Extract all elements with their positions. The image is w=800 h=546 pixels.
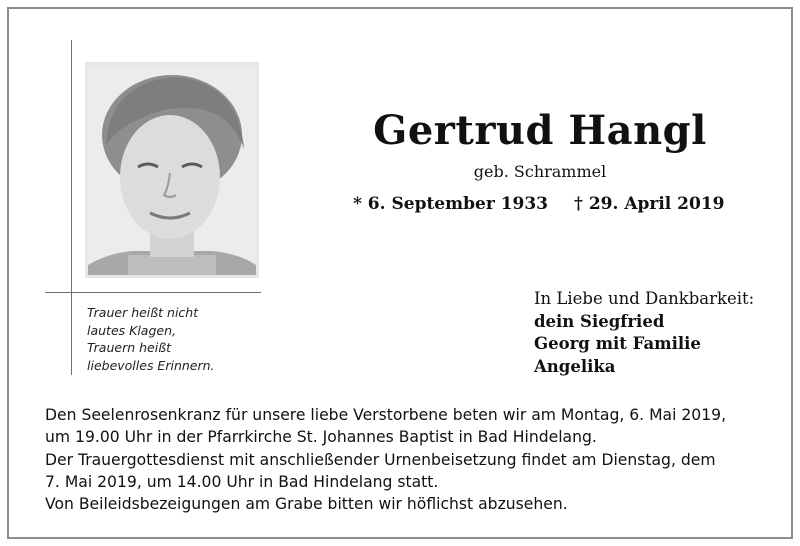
notice-line: um 19.00 Uhr in der Pfarrkirche St. Johannes Baptist in Bad Hindelang. [45, 428, 597, 447]
death-date: † 29. April 2019 [574, 194, 725, 214]
mourner-name: Georg mit Familie [534, 334, 701, 353]
mourners-intro: In Liebe und Dankbarkeit: [534, 289, 755, 308]
life-dates [353, 192, 725, 216]
notice-line: Der Trauergottesdienst mit anschließender Urnenbeisetzung findet am Dienstag, dem [45, 450, 716, 469]
deceased-name: Gertrud Hangl [373, 107, 707, 154]
maiden-name: geb. Schrammel [473, 162, 607, 181]
quote-line: lautes Klagen, [87, 322, 176, 338]
horizontal-divider [45, 292, 261, 293]
vertical-divider [71, 40, 72, 375]
memorial-quote [87, 304, 257, 374]
portrait-photo [85, 62, 259, 278]
quote-line: liebevolles Erinnern. [87, 357, 215, 373]
quote-line: Trauer heißt nicht [87, 305, 199, 320]
mourner-name: dein Siegfried [534, 311, 665, 331]
notice-line: 7. Mai 2019, um 14.00 Uhr in Bad Hindelang statt. [45, 472, 439, 491]
quote-line: Trauern heißt [87, 340, 171, 355]
service-notice [45, 404, 775, 515]
mourners-block [534, 288, 774, 378]
birth-date: * 6. September 1933 [353, 194, 549, 214]
notice-line: Den Seelenrosenkranz für unsere liebe Verstorbene beten wir am Montag, 6. Mai 2019, [45, 406, 727, 424]
notice-line: Von Beileidsbezeigungen am Grabe bitten wir höflichst abzusehen. [45, 495, 568, 514]
mourner-name: Angelika [534, 356, 616, 376]
